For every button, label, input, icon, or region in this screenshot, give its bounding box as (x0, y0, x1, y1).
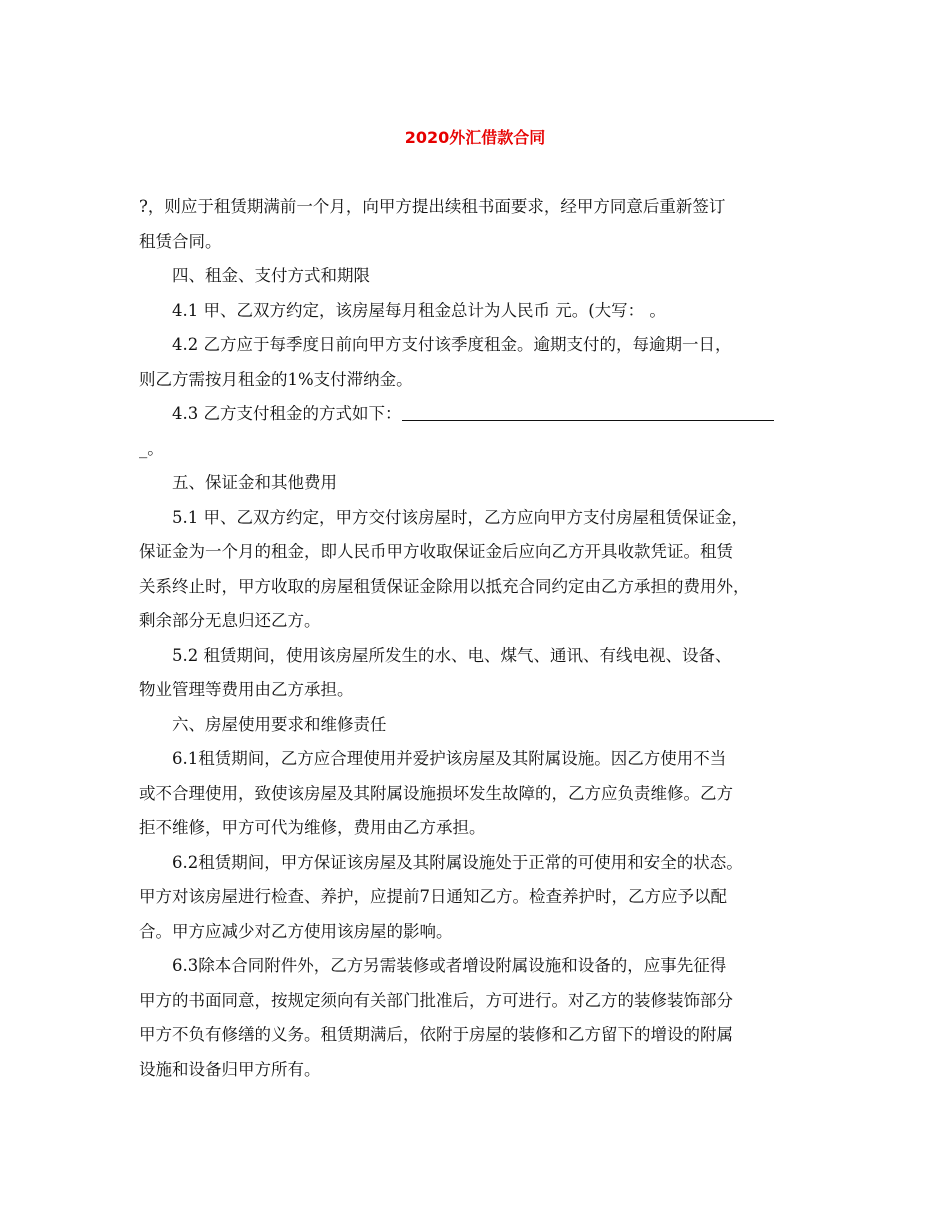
paragraph-line: 剩余部分无息归还乙方。 (139, 611, 321, 630)
paragraph-line: 甲方的书面同意，按规定须向有关部门批准后，方可进行。对乙方的装修装饰部分 (139, 990, 733, 1010)
section-heading: 四、租金、支付方式和期限 (172, 266, 370, 285)
paragraph-line (139, 397, 814, 432)
paragraph-line: 6.1租赁期间，乙方应合理使用并爱护该房屋及其附属设施。因乙方使用不当 (172, 749, 727, 768)
document-title: 2020外汇借款合同 (404, 128, 546, 147)
paragraph-line: 5.1 甲、乙双方约定，甲方交付该房屋时，乙方应向甲方支付房屋租赁保证金， (172, 507, 748, 527)
section-heading: 六、房屋使用要求和维修责任 (172, 714, 387, 734)
paragraph-line: 4.2 乙方应于每季度日前向甲方支付该季度租金。逾期支付的，每逾期一日， (172, 335, 732, 354)
paragraph-line: 甲方不负有修缮的义务。租赁期满后，依附于房屋的装修和乙方留下的增设的附属 (139, 1025, 733, 1044)
paragraph-line: 甲方对该房屋进行检查、养护，应提前7日通知乙方。检查养护时，乙方应予以配 (139, 887, 727, 906)
paragraph-line: 合。甲方应减少对乙方使用该房屋的影响。 (139, 921, 453, 941)
paragraph-line: 关系终止时，甲方收取的房屋租赁保证金除用以抵充合同约定由乙方承担的费用外， (139, 576, 750, 596)
paragraph-line: 4.1 甲、乙双方约定，该房屋每月租金总计为人民币 元。(大写： 。 (172, 300, 666, 320)
paragraph-line: 6.3除本合同附件外，乙方另需装修或者增设附属设施和设备的，应事先征得 (172, 956, 727, 975)
document-body (139, 190, 814, 1087)
paragraph-line: 则乙方需按月租金的1%支付滞纳金。 (139, 369, 413, 389)
paragraph-line: _。 (139, 438, 164, 458)
paragraph-line: 6.2租赁期间，甲方保证该房屋及其附属设施处于正常的可使用和安全的状态。 (172, 852, 743, 872)
paragraph-line: 5.2 租赁期间，使用该房屋所发生的水、电、煤气、通讯、有线电视、设备、 (172, 645, 732, 665)
paragraph-line: 租赁合同。 (139, 231, 222, 251)
section-heading: 五、保证金和其他费用 (172, 473, 337, 492)
payment-method-label: 4.3 乙方支付租金的方式如下： (172, 404, 402, 423)
paragraph-line: 物业管理等费用由乙方承担。 (139, 680, 354, 699)
fill-in-blank-line (402, 400, 774, 421)
paragraph-line: 拒不维修，甲方可代为维修，费用由乙方承担。 (139, 818, 486, 837)
paragraph-line: 或不合理使用，致使该房屋及其附属设施损坏发生故障的，乙方应负责维修。乙方 (139, 783, 733, 803)
paragraph-line: 设施和设备归甲方所有。 (139, 1059, 321, 1079)
paragraph-line: ?，则应于租赁期满前一个月，向甲方提出续租书面要求，经甲方同意后重新签订 (139, 197, 726, 216)
paragraph-line: 保证金为一个月的租金，即人民币甲方收取保证金后应向乙方开具收款凭证。租赁 (139, 542, 733, 561)
